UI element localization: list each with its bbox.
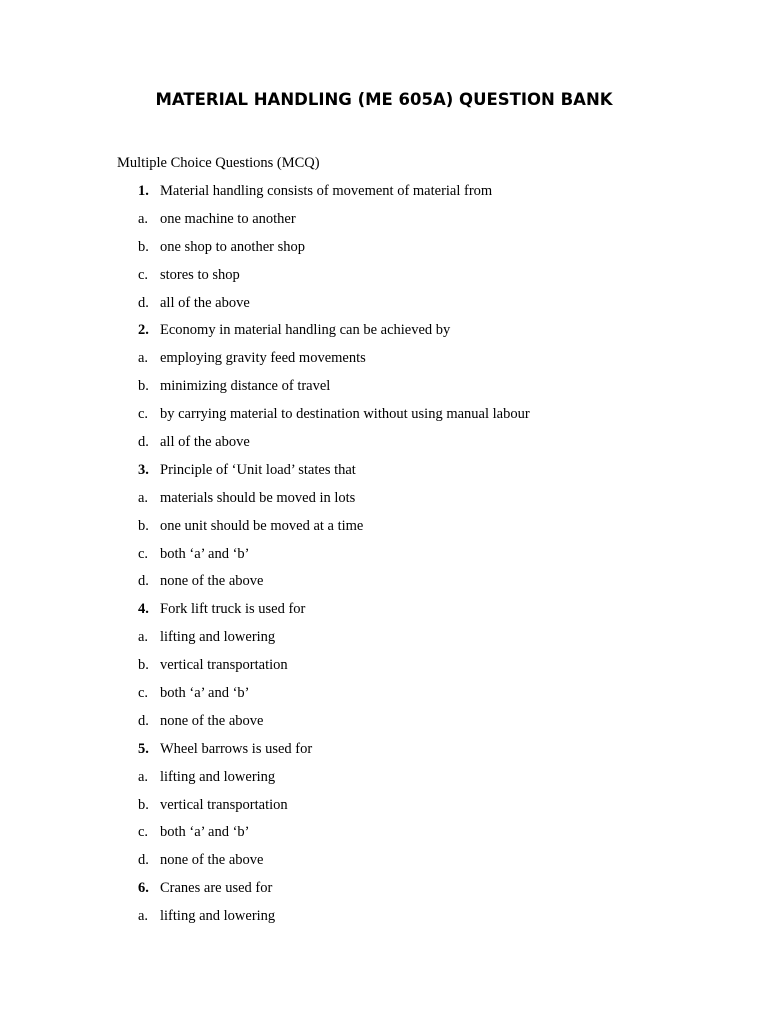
option-text: lifting and lowering [160,629,276,646]
section-heading: Multiple Choice Questions (MCQ) [117,155,320,171]
question-list [0,180,768,933]
answer-option [0,766,768,794]
answer-option [0,794,768,822]
answer-option [0,292,768,320]
option-letter: d. [138,712,149,729]
answer-option [0,570,768,598]
option-letter: c. [138,406,149,423]
answer-option [0,821,768,849]
option-text: all of the above [160,434,250,451]
question-item [0,598,768,626]
answer-option [0,682,768,710]
option-text: vertical transportation [160,796,288,813]
page-title: MATERIAL HANDLING (ME 605A) QUESTION BANK [155,90,613,109]
option-letter: b. [138,378,149,395]
answer-option [0,208,768,236]
option-letter: b. [138,238,149,255]
question-number: 6. [138,880,149,897]
option-letter: a. [138,629,149,646]
question-text: Material handling consists of movement of material from [160,183,493,199]
option-letter: b. [138,796,149,813]
option-text: materials should be moved in lots [160,489,356,506]
option-letter: a. [138,210,149,227]
question-text: Fork lift truck is used for [160,601,306,618]
answer-option [0,264,768,292]
option-text: by carrying material to destination without using manual labour [160,406,530,423]
option-letter: a. [138,489,149,506]
option-text: stores to shop [160,266,240,283]
option-letter: b. [138,657,149,674]
option-text: none of the above [160,852,264,869]
answer-option [0,905,768,933]
question-text: Economy in material handling can be achieved by [160,322,451,339]
question-item [0,180,768,208]
option-text: all of the above [160,294,250,311]
question-number: 4. [138,601,149,618]
answer-option [0,710,768,738]
question-text: Wheel barrows is used for [160,740,313,757]
answer-option [0,431,768,459]
option-letter: a. [138,768,149,785]
answer-option [0,654,768,682]
answer-option [0,375,768,403]
option-letter: a. [138,350,149,367]
answer-option [0,849,768,877]
option-text: lifting and lowering [160,908,276,925]
question-text: Principle of ‘Unit load’ states that [160,461,356,478]
question-item [0,738,768,766]
option-text: none of the above [160,573,264,590]
option-letter: c. [138,266,149,283]
option-letter: d. [138,852,149,869]
answer-option [0,403,768,431]
option-text: both ‘a’ and ‘b’ [160,824,250,841]
option-letter: a. [138,908,149,925]
option-letter: c. [138,545,149,562]
option-letter: d. [138,294,149,311]
answer-option [0,347,768,375]
option-text: none of the above [160,712,264,729]
question-number: 2. [138,322,149,339]
question-number: 5. [138,740,149,757]
question-item [0,459,768,487]
option-text: lifting and lowering [160,768,276,785]
option-text: one shop to another shop [160,238,305,255]
question-number: 1. [138,183,149,199]
answer-option [0,626,768,654]
option-text: employing gravity feed movements [160,350,366,367]
answer-option [0,515,768,543]
option-text: one unit should be moved at a time [160,517,364,534]
option-letter: b. [138,517,149,534]
answer-option [0,543,768,571]
question-item [0,877,768,905]
option-text: one machine to another [160,210,296,227]
option-letter: c. [138,824,149,841]
answer-option [0,236,768,264]
question-item [0,319,768,347]
option-letter: d. [138,434,149,451]
option-text: both ‘a’ and ‘b’ [160,545,250,562]
option-text: both ‘a’ and ‘b’ [160,685,250,702]
question-text: Cranes are used for [160,880,273,897]
option-text: vertical transportation [160,657,288,674]
option-letter: c. [138,685,149,702]
question-number: 3. [138,461,149,478]
option-text: minimizing distance of travel [160,378,331,395]
answer-option [0,487,768,515]
option-letter: d. [138,573,149,590]
